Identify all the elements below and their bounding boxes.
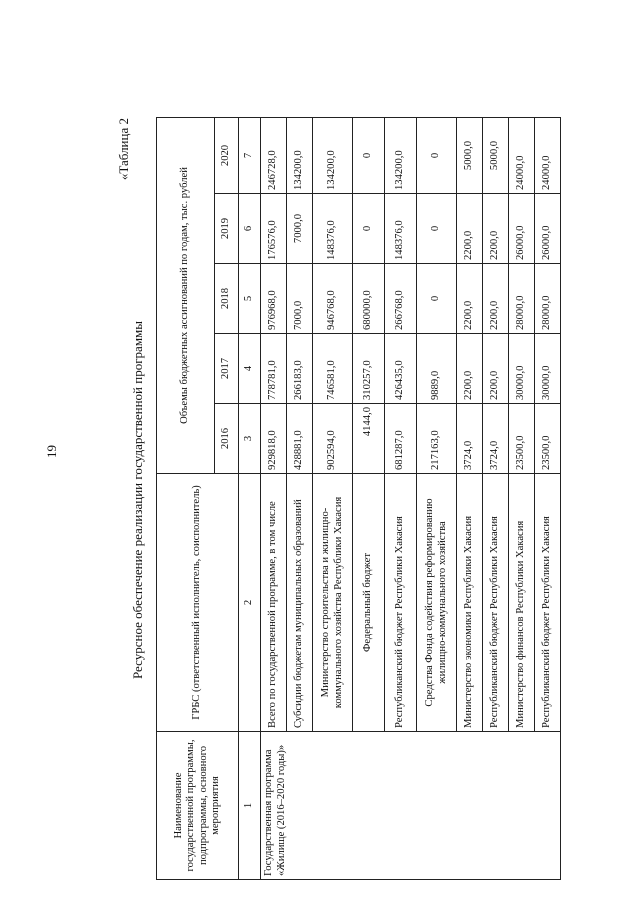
value-cell: 3724,0 bbox=[457, 404, 483, 474]
value-cell: 680000,0 bbox=[353, 264, 385, 334]
resource-table bbox=[156, 117, 561, 880]
grbs-cell: Республиканский бюджет Республики Хакасия bbox=[483, 474, 509, 732]
value-cell: 310257,0 bbox=[353, 334, 385, 404]
column-number: 4 bbox=[239, 334, 261, 404]
program-name-cell: Государственная программа «Жилище (2016–2020 годы)» bbox=[261, 732, 561, 880]
value-cell: 26000,0 bbox=[535, 194, 561, 264]
table-row bbox=[261, 117, 287, 879]
value-cell: 5000,0 bbox=[457, 117, 483, 193]
grbs-cell: Средства Фонда содействия реформированию жилищно-коммунального хозяйства bbox=[417, 474, 457, 732]
value-cell: 778781,0 bbox=[261, 334, 287, 404]
column-number: 3 bbox=[239, 404, 261, 474]
value-cell: 2200,0 bbox=[457, 334, 483, 404]
page-number: 19 bbox=[44, 445, 59, 458]
value-cell: 946768,0 bbox=[313, 264, 353, 334]
value-cell: 134200,0 bbox=[287, 117, 313, 193]
header-program-name: Наименование государственной программы, подпрограммы, основного мероприятия bbox=[157, 732, 239, 880]
value-cell: 0 bbox=[417, 117, 457, 193]
value-cell: 148376,0 bbox=[313, 194, 353, 264]
value-cell: 3724,0 bbox=[483, 404, 509, 474]
value-cell: 2200,0 bbox=[457, 194, 483, 264]
document-title: Ресурсное обеспечение реализации государственной программы bbox=[130, 320, 145, 680]
column-number: 5 bbox=[239, 264, 261, 334]
value-cell: 0 bbox=[417, 194, 457, 264]
header-year: 2019 bbox=[215, 194, 239, 264]
grbs-cell: Всего по государственной программе, в том числе bbox=[261, 474, 287, 732]
value-cell: 217163,0 bbox=[417, 404, 457, 474]
value-cell: 23500,0 bbox=[509, 404, 535, 474]
column-number: 7 bbox=[239, 117, 261, 193]
value-cell: 28000,0 bbox=[509, 264, 535, 334]
header-year: 2020 bbox=[215, 117, 239, 193]
value-cell: 976968,0 bbox=[261, 264, 287, 334]
grbs-cell: Республиканский бюджет Республики Хакасия bbox=[535, 474, 561, 732]
grbs-cell: Федеральный бюджет bbox=[353, 474, 385, 732]
header-year: 2018 bbox=[215, 264, 239, 334]
grbs-cell: Субсидии бюджетам муниципальных образований bbox=[287, 474, 313, 732]
value-cell: 148376,0 bbox=[385, 194, 417, 264]
grbs-cell: Республиканский бюджет Республики Хакасия bbox=[385, 474, 417, 732]
column-number: 6 bbox=[239, 194, 261, 264]
value-cell: 5000,0 bbox=[483, 117, 509, 193]
grbs-cell: Министерство экономики Республики Хакасия bbox=[457, 474, 483, 732]
table-label: «Таблица 2 bbox=[116, 118, 131, 181]
value-cell: 428881,0 bbox=[287, 404, 313, 474]
value-cell: 246728,0 bbox=[261, 117, 287, 193]
header-grbs: ГРБС (ответственный исполнитель, соисполнитель) bbox=[157, 474, 239, 732]
value-cell: 2200,0 bbox=[483, 334, 509, 404]
value-cell: 746581,0 bbox=[313, 334, 353, 404]
value-cell: 681287,0 bbox=[385, 404, 417, 474]
value-cell: 7000,0 bbox=[287, 194, 313, 264]
value-cell: 30000,0 bbox=[535, 334, 561, 404]
value-cell: 134200,0 bbox=[313, 117, 353, 193]
value-cell: 929818,0 bbox=[261, 404, 287, 474]
header-volume: Объемы бюджетных ассигнований по годам, тыс. рублей bbox=[157, 117, 215, 473]
value-cell: 176576,0 bbox=[261, 194, 287, 264]
value-cell: 2200,0 bbox=[483, 194, 509, 264]
value-cell: 134200,0 bbox=[385, 117, 417, 193]
value-cell: 902594,0 bbox=[313, 404, 353, 474]
grbs-cell: Министерство финансов Республики Хакасия bbox=[509, 474, 535, 732]
value-cell: 426435,0 bbox=[385, 334, 417, 404]
column-number: 1 bbox=[239, 732, 261, 880]
value-cell: 26000,0 bbox=[509, 194, 535, 264]
value-cell: 30000,0 bbox=[509, 334, 535, 404]
column-number: 2 bbox=[239, 474, 261, 732]
header-year: 2016 bbox=[215, 404, 239, 474]
value-cell: 28000,0 bbox=[535, 264, 561, 334]
rotated-page-content bbox=[112, 110, 592, 890]
value-cell: 0 bbox=[353, 117, 385, 193]
value-cell: 0 bbox=[353, 194, 385, 264]
value-cell: 266183,0 bbox=[287, 334, 313, 404]
header-year: 2017 bbox=[215, 334, 239, 404]
value-cell: 2200,0 bbox=[483, 264, 509, 334]
value-cell: 23500,0 bbox=[535, 404, 561, 474]
grbs-cell: Министерство строительства и жилищно-коммунального хозяйства Республики Хакасия bbox=[313, 474, 353, 732]
value-cell: 24000,0 bbox=[535, 117, 561, 193]
value-cell: 4144,0 bbox=[353, 404, 385, 474]
value-cell: 0 bbox=[417, 264, 457, 334]
value-cell: 24000,0 bbox=[509, 117, 535, 193]
value-cell: 2200,0 bbox=[457, 264, 483, 334]
value-cell: 9889,0 bbox=[417, 334, 457, 404]
value-cell: 7000,0 bbox=[287, 264, 313, 334]
value-cell: 266768,0 bbox=[385, 264, 417, 334]
